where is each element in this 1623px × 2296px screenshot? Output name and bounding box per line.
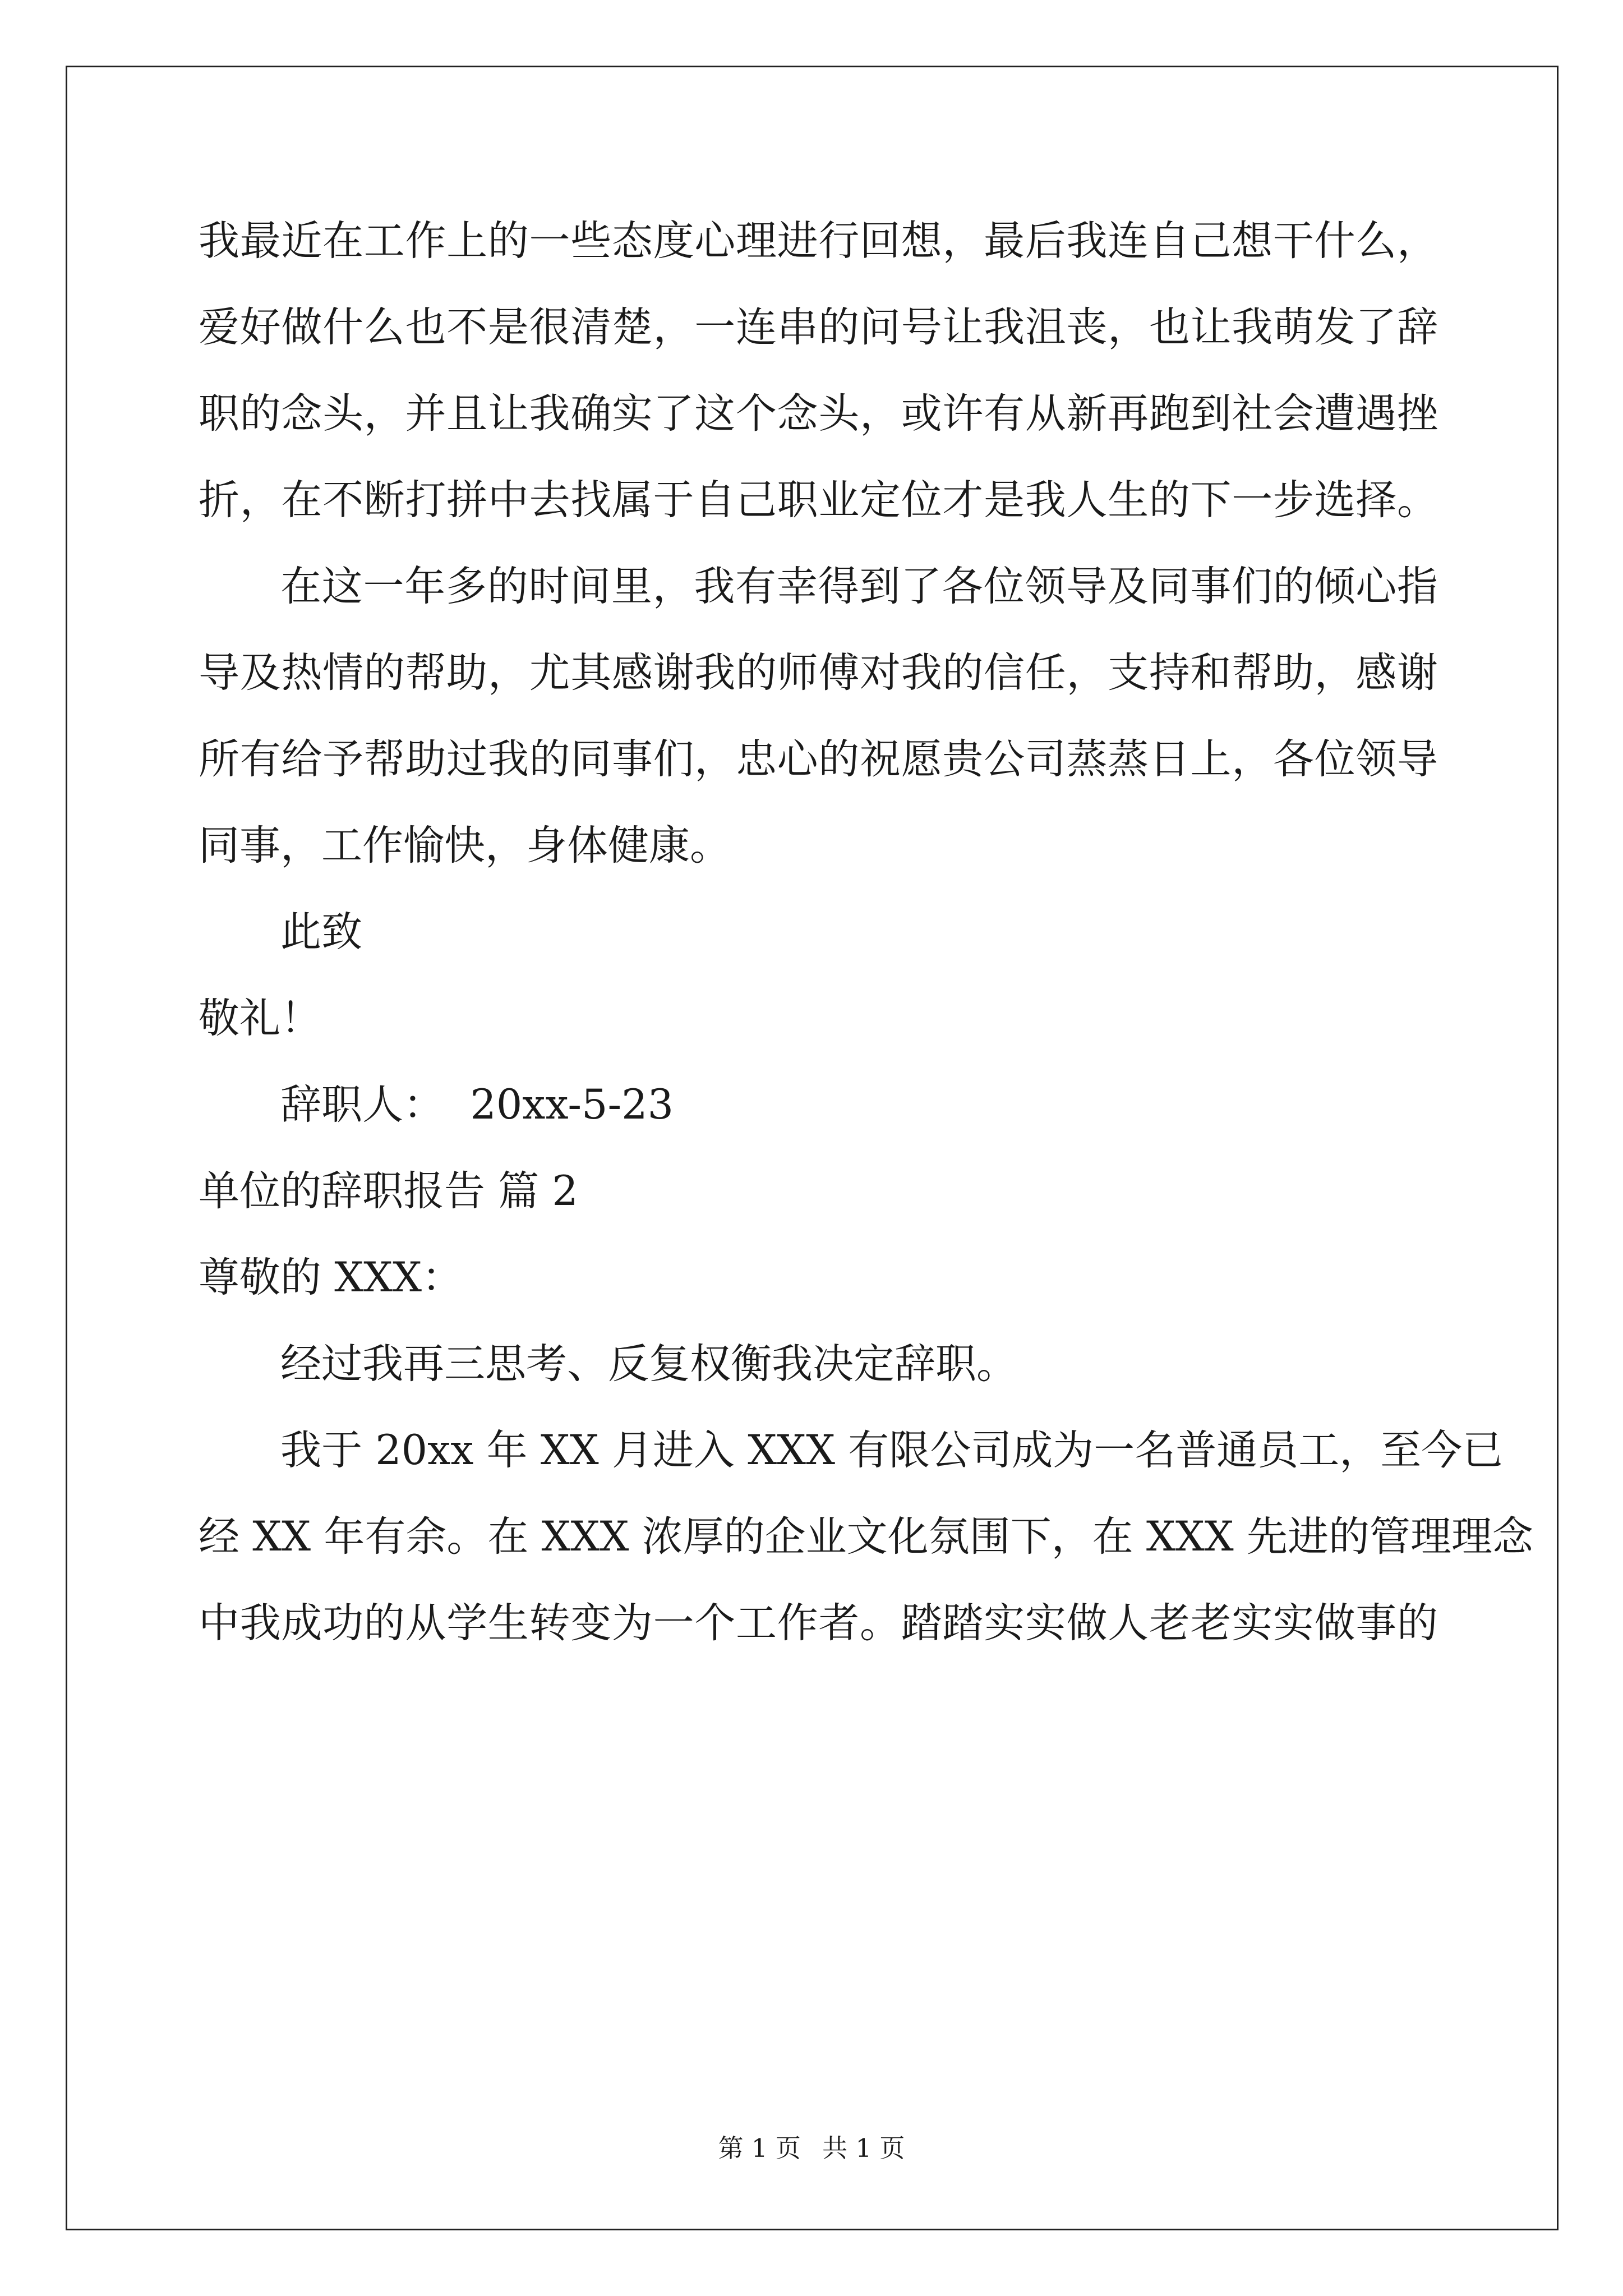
page-total: 共 1 页	[822, 2133, 905, 2163]
text-line: 经过我再三思考、反复权衡我决定辞职。	[280, 1340, 1017, 1388]
page-footer	[0, 2132, 1623, 2165]
addressee-line: 尊敬的 XXX：	[199, 1254, 463, 1301]
text-line: 导及热情的帮助，尤其感谢我的师傅对我的信任，支持和帮助，感谢	[199, 649, 1438, 697]
text-line: 爱好做什么也不是很清楚，一连串的问号让我沮丧，也让我萌发了辞	[199, 303, 1438, 351]
text-line: 所有给予帮助过我的同事们，忠心的祝愿贵公司蒸蒸日上，各位领导	[199, 735, 1438, 783]
page-number: 第 1 页	[718, 2133, 801, 2163]
text-line: 我于 20xx 年 XX 月进入 XXX 有限公司成为一名普通员工，至今已	[280, 1427, 1504, 1474]
text-line: 在这一年多的时间里，我有幸得到了各位领导及同事们的倾心指	[280, 563, 1438, 610]
text-line: 经 XX 年有余。在 XXX 浓厚的企业文化氛围下，在 XXX 先进的管理理念	[199, 1513, 1533, 1561]
text-line: 中我成功的从学生转变为一个工作者。踏踏实实做人老老实实做事的	[199, 1599, 1438, 1647]
text-line: 折，在不断打拼中去找属于自己职业定位才是我人生的下一步选择。	[199, 476, 1438, 524]
salutation-line: 敬礼！	[199, 995, 321, 1042]
text-line: 我最近在工作上的一些态度心理进行回想，最后我连自己想干什么，	[199, 217, 1438, 265]
closing-line: 此致	[280, 908, 362, 956]
text-line: 同事，工作愉快，身体健康。	[199, 822, 731, 869]
signature-line: 辞职人： 20xx-5-23	[280, 1081, 674, 1129]
section-heading: 单位的辞职报告 篇 2	[199, 1167, 578, 1215]
text-line: 职的念头，并且让我确实了这个念头，或许有从新再跑到社会遭遇挫	[199, 390, 1438, 438]
